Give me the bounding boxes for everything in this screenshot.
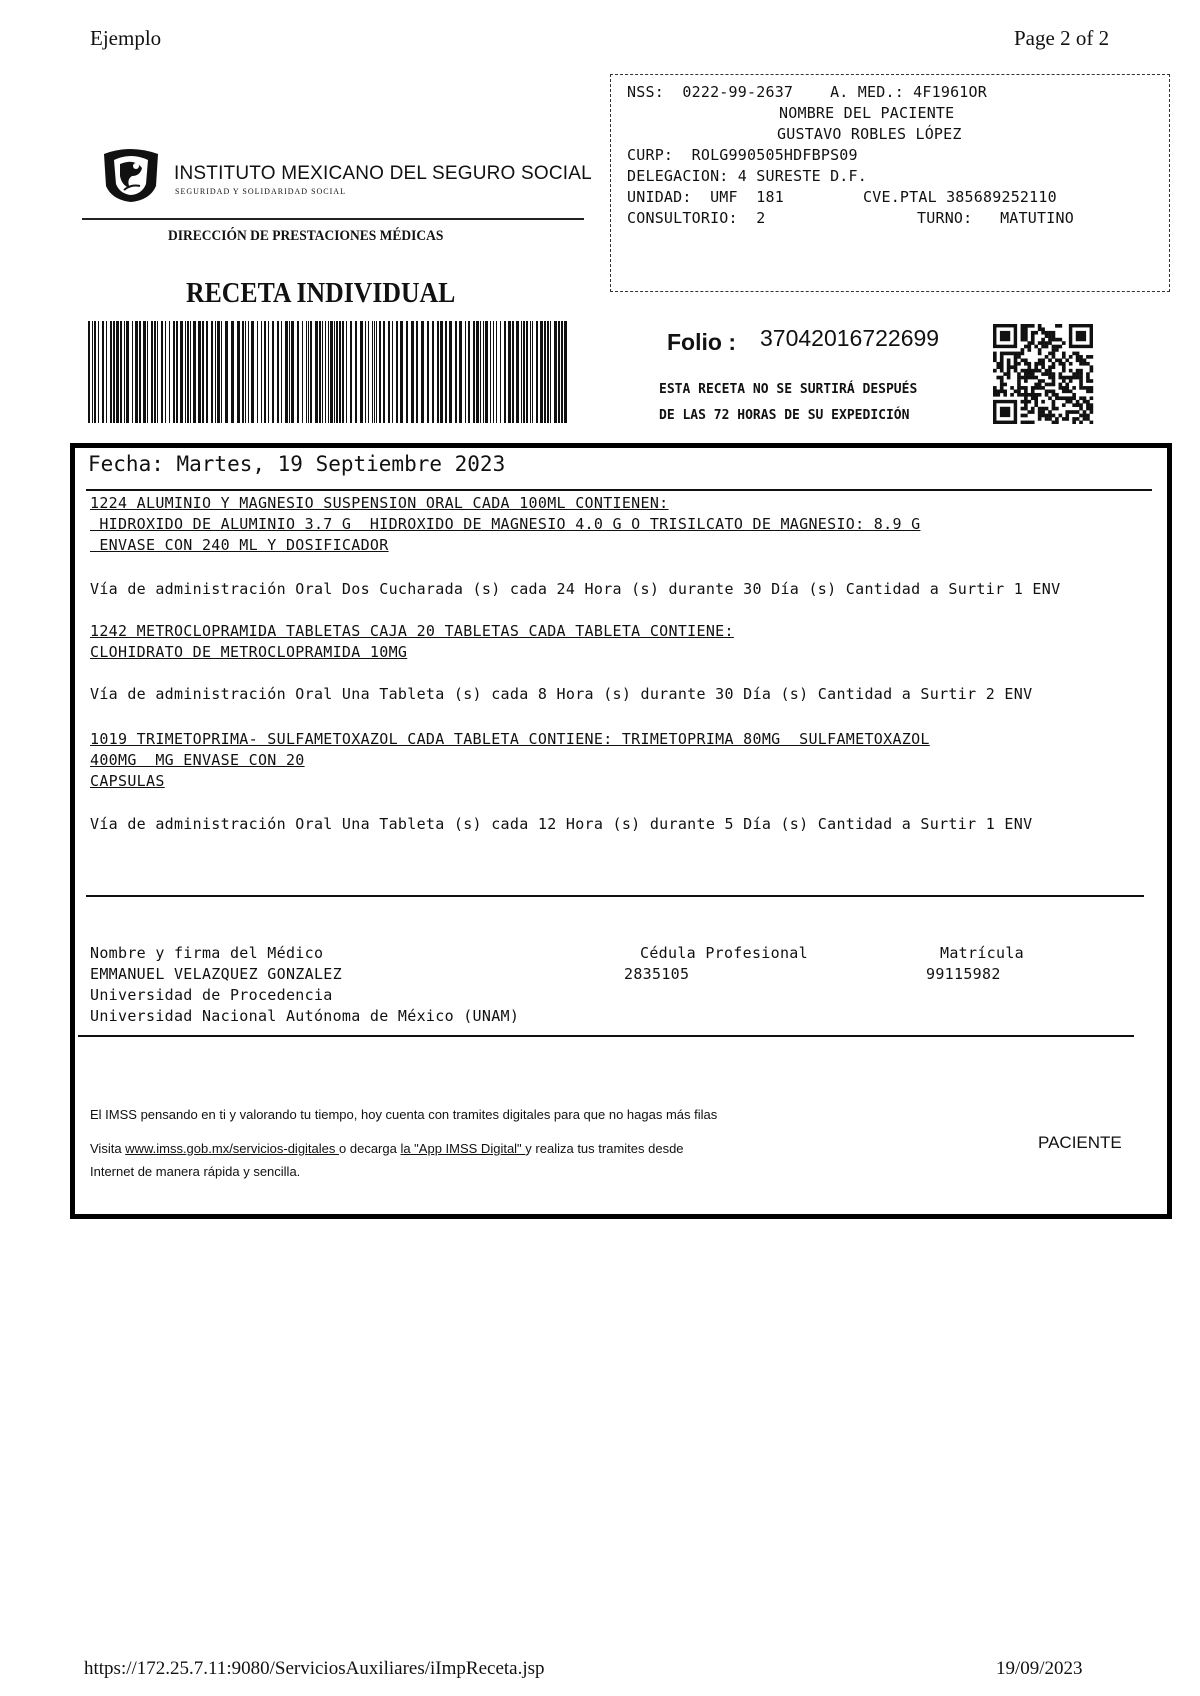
medication-line: HIDROXIDO DE ALUMINIO 3.7 G HIDROXIDO DE MAGNESIO 4.0 G O TRISILCATO DE MAGNESIO: 8.9 G	[90, 515, 921, 533]
patient-name: GUSTAVO ROBLES LÓPEZ	[777, 125, 962, 143]
patient-curp: CURP: ROLG990505HDFBPS09	[627, 146, 858, 164]
folio-value: 37042016722699	[760, 325, 940, 351]
medication-dosage: Vía de administración Oral Una Tableta (s) cada 12 Hora (s) durante 5 Día (s) Cantidad a Surtir 1 ENV	[90, 815, 1033, 833]
expiry-notice: DE LAS 72 HORAS DE SU EXPEDICIÓN	[659, 408, 910, 423]
print-date: 19/09/2023	[996, 1658, 1083, 1679]
visit-mid: o decarga	[339, 1141, 401, 1156]
document-name: Ejemplo	[90, 26, 162, 50]
medication-dosage: Vía de administración Oral Una Tableta (s) cada 8 Hora (s) durante 30 Día (s) Cantidad a Surtir 2 ENV	[90, 685, 1033, 703]
imss-digital-link[interactable]: www.imss.gob.mx/servicios-digitales	[125, 1141, 340, 1156]
expiry-notice: ESTA RECETA NO SE SURTIRÁ DESPUÉS	[659, 382, 918, 397]
page-url[interactable]: https://172.25.7.11:9080/ServiciosAuxiliares/iImpReceta.jsp	[84, 1658, 545, 1679]
divider	[82, 218, 584, 220]
divider	[86, 895, 1144, 897]
imss-notice-end: Internet de manera rápida y sencilla.	[90, 1164, 301, 1179]
visit-prefix: Visita	[90, 1141, 126, 1156]
imss-app-link[interactable]: la "App IMSS Digital"	[400, 1141, 526, 1156]
copy-label: PACIENTE	[1038, 1133, 1122, 1152]
doctor-university: Universidad Nacional Autónoma de México (UNAM)	[90, 1007, 520, 1025]
direction-label: DIRECCIÓN DE PRESTACIONES MÉDICAS	[168, 228, 444, 244]
matricula-label: Matrícula	[940, 944, 1024, 962]
medication-line: 1242 METROCLOPRAMIDA TABLETAS CAJA 20 TABLETAS CADA TABLETA CONTIENE:	[90, 622, 734, 640]
prescription-date: Fecha: Martes, 19 Septiembre 2023	[88, 452, 506, 476]
imss-logo-icon	[100, 146, 162, 204]
doctor-name-label: Nombre y firma del Médico	[90, 944, 324, 962]
matricula-value: 99115982	[926, 965, 1001, 983]
divider	[86, 489, 1152, 491]
patient-unidad: UNIDAD: UMF 181	[627, 188, 784, 206]
institution-name: INSTITUTO MEXICANO DEL SEGURO SOCIAL	[174, 163, 592, 184]
page-number: Page 2 of 2	[1014, 26, 1110, 50]
medication-line: 400MG MG ENVASE CON 20	[90, 751, 305, 769]
patient-info-box	[610, 74, 1170, 292]
imss-notice: El IMSS pensando en ti y valorando tu tiempo, hoy cuenta con tramites digitales para que no hagas más filas	[90, 1107, 718, 1122]
patient-nss: NSS: 0222-99-2637 A. MED.: 4F1961OR	[627, 83, 987, 101]
cedula-value: 2835105	[624, 965, 690, 983]
patient-consultorio: CONSULTORIO: 2	[627, 209, 766, 227]
patient-name-label: NOMBRE DEL PACIENTE	[779, 104, 955, 122]
patient-delegacion: DELEGACION: 4 SURESTE D.F.	[627, 167, 867, 185]
document-title: RECETA INDIVIDUAL	[186, 278, 456, 309]
institution-subtitle: SEGURIDAD Y SOLIDARIDAD SOCIAL	[175, 187, 346, 196]
imss-visit-line	[90, 1141, 684, 1156]
divider	[78, 1035, 1134, 1037]
cedula-label: Cédula Profesional	[640, 944, 808, 962]
medication-line: 1224 ALUMINIO Y MAGNESIO SUSPENSION ORAL CADA 100ML CONTIENEN:	[90, 494, 669, 512]
medication-line: CAPSULAS	[90, 772, 165, 790]
visit-suffix: y realiza tus tramites desde	[525, 1141, 684, 1156]
medication-line: 1019 TRIMETOPRIMA- SULFAMETOXAZOL CADA TABLETA CONTIENE: TRIMETOPRIMA 80MG SULFAMETOXAZOL	[90, 730, 930, 748]
medication-line: ENVASE CON 240 ML Y DOSIFICADOR	[90, 536, 389, 554]
barcode	[88, 321, 570, 423]
doctor-university-label: Universidad de Procedencia	[90, 986, 333, 1004]
patient-turno: TURNO: MATUTINO	[917, 209, 1074, 227]
qr-code	[993, 324, 1097, 424]
medication-line: CLOHIDRATO DE METROCLOPRAMIDA 10MG	[90, 643, 408, 661]
folio-label: Folio :	[667, 329, 736, 355]
medication-dosage: Vía de administración Oral Dos Cucharada (s) cada 24 Hora (s) durante 30 Día (s) Cantidad a Surtir 1 ENV	[90, 580, 1061, 598]
doctor-name: EMMANUEL VELAZQUEZ GONZALEZ	[90, 965, 342, 983]
patient-cve-ptal: CVE.PTAL 385689252110	[863, 188, 1057, 206]
